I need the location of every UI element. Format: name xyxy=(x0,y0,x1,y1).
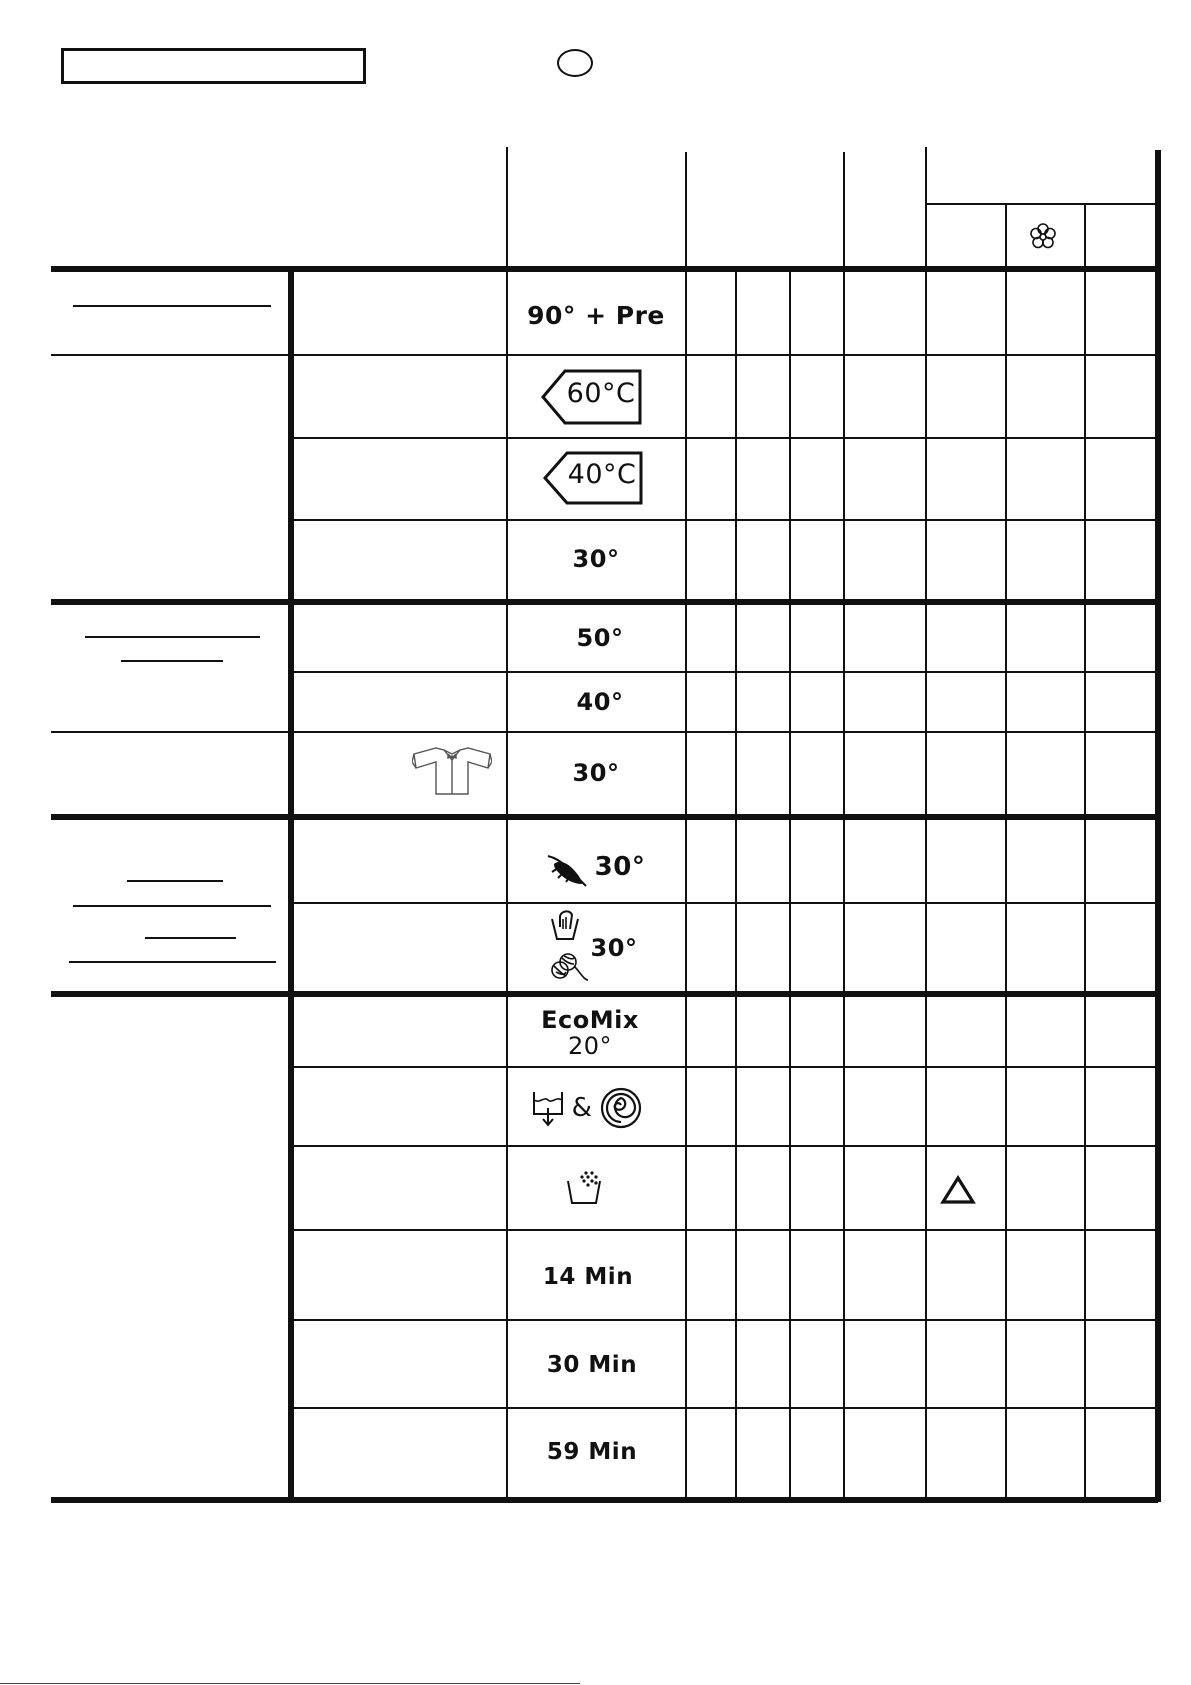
col-divider-thick xyxy=(288,269,294,1500)
program-ecomix-line2: 20° xyxy=(567,1032,613,1060)
row-divider xyxy=(51,731,1155,733)
program-90-pre: 90° + Pre xyxy=(527,301,665,330)
program-50: 50° xyxy=(576,624,624,652)
col-divider xyxy=(1005,204,1007,1498)
program-feather-30: 30° xyxy=(594,852,646,882)
left-label-underline xyxy=(73,905,271,907)
program-40: 40° xyxy=(576,688,624,716)
program-ecomix-line1: EcoMix xyxy=(541,1006,639,1034)
spin-spiral-icon xyxy=(600,1087,642,1129)
row-divider xyxy=(289,519,1155,521)
program-30-min: 30 Min xyxy=(546,1352,638,1378)
cotton-40-label: 40°C xyxy=(567,459,637,490)
row-divider xyxy=(289,671,1155,673)
col-divider xyxy=(1084,204,1086,1498)
row-divider xyxy=(289,1407,1155,1409)
hand-wash-icon xyxy=(550,907,580,941)
col-divider xyxy=(735,269,737,1498)
wool-yarn-icon xyxy=(548,950,590,986)
group-divider xyxy=(51,599,1158,605)
language-circle-badge xyxy=(557,49,593,77)
rinse-shower-icon xyxy=(566,1169,602,1205)
feather-icon xyxy=(544,852,588,888)
col-divider xyxy=(789,269,791,1498)
drain-spin-ampersand: & xyxy=(571,1093,593,1123)
warning-triangle-icon xyxy=(940,1175,976,1205)
program-14-min: 14 Min xyxy=(542,1264,634,1290)
group-divider xyxy=(51,814,1158,820)
drain-icon xyxy=(532,1090,564,1130)
row-divider xyxy=(289,1066,1155,1068)
row-divider xyxy=(289,437,1155,439)
col-divider xyxy=(506,147,508,1502)
group-divider xyxy=(51,991,1158,997)
left-label-underline xyxy=(121,660,223,662)
col-divider xyxy=(843,152,845,1498)
row-divider xyxy=(51,354,1155,356)
table-top-rule xyxy=(51,266,1158,272)
program-30: 30° xyxy=(572,545,620,573)
program-wool-30: 30° xyxy=(590,934,638,962)
table-bottom-rule xyxy=(51,1497,1158,1503)
left-label-underline xyxy=(85,636,260,638)
program-shirts-30: 30° xyxy=(572,759,620,787)
row-divider xyxy=(289,1145,1155,1147)
row-divider xyxy=(289,1229,1155,1231)
row-divider xyxy=(289,902,1155,904)
row-divider xyxy=(289,1319,1155,1321)
program-59-min: 59 Min xyxy=(546,1439,638,1465)
shirt-icon xyxy=(412,746,492,796)
left-label-underline xyxy=(73,305,271,307)
table-right-border xyxy=(1155,150,1161,1502)
header-label-box xyxy=(61,48,366,84)
cotton-60-label: 60°C xyxy=(566,378,636,409)
page-footer-line xyxy=(0,1683,580,1684)
left-label-underline xyxy=(127,880,223,882)
col-divider xyxy=(685,152,687,1502)
header-subdivider xyxy=(926,203,1155,205)
left-label-underline xyxy=(145,937,236,939)
col-divider xyxy=(925,147,927,1497)
left-label-underline xyxy=(69,961,276,963)
flower-icon xyxy=(1028,222,1058,252)
